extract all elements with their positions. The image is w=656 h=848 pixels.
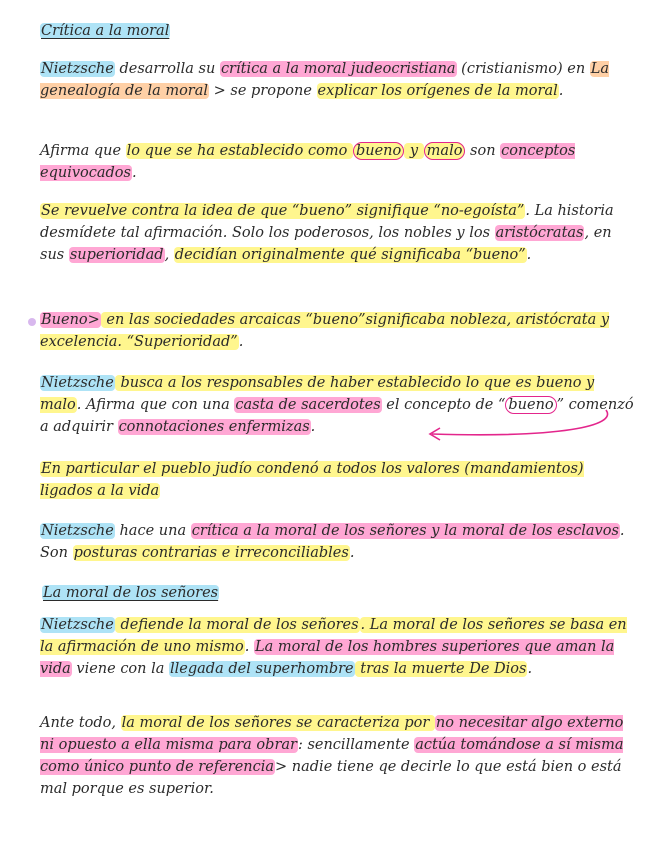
paragraph-4: Bueno> en las sociedades arcaicas “bueno”significaba nobleza, aristócrata y excelencia. “Superioridad”. bbox=[40, 312, 610, 350]
paragraph-3: Se revuelve contra la idea de que “bueno” signifique “no-egoísta”. La historia desmídete tal afirmación. Solo los poderosos, los nobles y los aristócratas, en sus superioridad, decidían originalmente qué significaba “bueno”. bbox=[40, 203, 614, 263]
nietzsche-name: Nietzsche bbox=[41, 375, 114, 391]
paragraph-1: Nietzsche desarrolla su crítica a la moral judeocristiana (cristianismo) en La genealogía de la moral > se propone explicar los orígenes de la moral. bbox=[40, 61, 610, 99]
circled-word-bueno-2: bueno bbox=[505, 396, 556, 414]
section-subtitle: La moral de los señores bbox=[43, 585, 219, 601]
circled-word-bueno: bueno bbox=[353, 142, 404, 160]
circled-word-malo: malo bbox=[424, 142, 466, 160]
page-title: Crítica a la moral bbox=[41, 23, 170, 39]
nietzsche-name: Nietzsche bbox=[41, 617, 114, 633]
paragraph-8: Nietzsche defiende la moral de los señores . La moral de los señores se basa en la afirmación de uno mismo. La moral de los hombres superiores que aman la vida viene con la llegada del superhombre tras la muerte De Dios. bbox=[40, 617, 627, 677]
paragraph-2: Afirma que lo que se ha establecido como bueno y malo son conceptos equivocados. bbox=[40, 143, 576, 181]
paragraph-5: Nietzsche busca a los responsables de haber establecido lo que es bueno y malo. Afirma que con una casta de sacerdotes el concepto de “ bueno ” comenzó a adquirir connotaciones enfermizas. bbox=[40, 375, 634, 435]
paragraph-9: Ante todo, la moral de los señores se caracteriza por no necesitar algo externo ni opuesto a ella misma para obrar: sencillamente actúa tomándose a sí misma como único punto de referencia> nadie tiene qe decirle lo que está bien o está mal porque es superior. bbox=[40, 715, 624, 797]
paragraph-7: Nietzsche hace una crítica a la moral de los señores y la moral de los esclavos. Son posturas contrarias e irreconciliables. bbox=[40, 523, 625, 561]
bullet-dot bbox=[28, 318, 36, 326]
nietzsche-name: Nietzsche bbox=[41, 61, 114, 77]
paragraph-6: En particular el pueblo judío condenó a todos los valores (mandamientos) ligados a la vida bbox=[40, 461, 584, 499]
nietzsche-name: Nietzsche bbox=[41, 523, 114, 539]
